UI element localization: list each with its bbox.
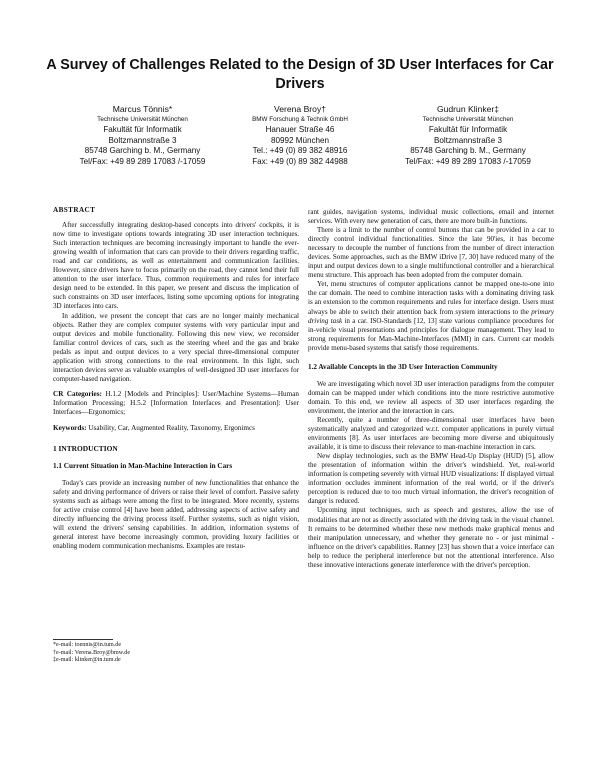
subsection-heading-1-1: 1.1 Current Situation in Man-Machine Interaction in Cars bbox=[53, 461, 233, 470]
author-address-line: Fax: +49 (0) 89 382 44988 bbox=[252, 156, 348, 166]
author-address-line: 80992 München bbox=[270, 135, 330, 145]
left-column bbox=[53, 206, 299, 551]
author-name: Verena Broy† bbox=[273, 104, 327, 114]
author-address-line: 85748 Garching b. M., Germany bbox=[410, 146, 526, 155]
keywords-text: Usability, Car, Augmented Reality, Taxonomy, Ergonimcs bbox=[88, 423, 255, 432]
body-paragraph: rant guides, navigation systems, individual music collections, email and internet services. With every new generation of cars, there are more built-in functions. bbox=[308, 208, 554, 226]
paper-title: A Survey of Challenges Related to the Design of 3D User Interfaces for Car Drivers bbox=[46, 57, 554, 92]
abstract-heading: ABSTRACT bbox=[53, 206, 96, 214]
author-address-line: Tel.: +49 (0) 89 382 48916 bbox=[252, 146, 348, 155]
footnote-rule bbox=[53, 639, 113, 640]
body-text: in a car. ISO-Standards [12, 13] state various compliance procedures for in-vehicle visual presentations and principles for dialogue management. They lead to strong requirements for Man-Machine-Interfaces (MMI) in cars. Current car models provide menu-based systems that satisfy those requirements. bbox=[308, 316, 554, 352]
right-column bbox=[308, 208, 554, 570]
author-block-3 bbox=[378, 103, 558, 167]
cr-categories-label: CR Categories: bbox=[53, 389, 102, 398]
author-name: Marcus Tönnis* bbox=[112, 104, 173, 114]
abstract-paragraph: After successfully integrating desktop-based concepts into drivers' cockpits, it is now time to investigate options towards integrating 3D user interaction techniques. Such interaction techniques are becoming increasingly important to handle the ever-growing wealth of information that cars can provide to their drivers regarding traffic, road and car conditions, as well as entertainment and communication facilities. However, since drivers have to focus primarily on the road, they cannot lend their full attention to the user interface. Thus, common requirements and rules for interface design need to be extended. In this paper, we present and discuss the implication of such constraints on 3D user interfaces, listing some upcoming options for integrating 3D interfaces into cars. bbox=[53, 221, 299, 311]
subsection-heading-1-2: 1.2 Available Concepts in the 3D User Interaction Community bbox=[308, 362, 498, 371]
body-paragraph: Today's cars provide an increasing number of new functionalities that enhance the safety and driving performance of drivers or raise their level of comfort. Passive safety systems such as airbags were among the first to be integrated. More recently, systems for active cruise control [4] have been added, addressing aspects of active safety and directly influencing the driving process itself. Further systems, such as night vision, will extend the drivers' sensing capabilities. In addition, information systems of general interest have become increasingly common, providing luxury facilities or enabling modern communication mechanisms. Examples are restau- bbox=[53, 478, 299, 551]
body-paragraph bbox=[308, 280, 554, 352]
footnote: ‡e-mail: klinker@in.tum.de bbox=[53, 657, 121, 664]
body-paragraph: New display technologies, such as the BMW Head-Up Display (HUD) [5], allow the presentation of information within the driver's windshield. Yet, real-world information is competing severely with virtual HUD visualizations: If displayed virtual information occludes imminent information of the real world, or if the driver's perception is reduced due to too much virtual information, the driver's recognition of danger is reduced. bbox=[308, 452, 554, 506]
author-name: Gudrun Klinker‡ bbox=[436, 104, 500, 114]
abstract-paragraph: In addition, we present the concept that cars are no longer mainly mechanical objects. Rather they are complex computer systems with very particular input and output devices and mobile functionality. Following this new view, we reconsider familiar control devices of cars, such as the steering wheel and the gas and brake pedals as input and output devices to a very special three-dimensional computer application with strong connections to the real environment. In this light, such interaction devices serve as valuable examples of well-designed 3D user interfaces for computer-based navigation. bbox=[53, 311, 299, 383]
keywords-label: Keywords: bbox=[53, 423, 87, 432]
author-address-line: Fakultät für Informatik bbox=[103, 125, 182, 134]
body-text: Yet, menu structures of computer applications cannot be mapped one-to-one into the car domain. The need to combine interaction tasks with a dominating driving task is an extension to the common requirements and rules for interface design. Users must always be able to switch their attention back from system interactions to the bbox=[308, 280, 554, 316]
author-affiliation: Technische Universität München bbox=[97, 116, 188, 123]
body-paragraph: We are investigating which novel 3D user interaction paradigms from the computer domain can be mapped under which conditions into the more restrictive automotive domain. To this end, we review all aspects of 3D user interfaces regarding the environment, the interior and the interaction in cars. bbox=[308, 379, 554, 415]
emphasis-text: primary driving task bbox=[308, 307, 554, 325]
author-address-line: Hanauer Straße 46 bbox=[265, 125, 335, 134]
body-paragraph: Upcoming input techniques, such as speech and gestures, allow the use of modalities that are not as directly associated with the driving task in the visual channel. It remains to be determined whether these new methods make graphical menus and their manipulation unnecessary, and whether they generate no - or just minimal - influence on the driver's capabilities. Ranney [23] has shown that a voice interface can help to reduce the peripheral interference but not the attentional interference. Also these innovative interactions generate interference with the driver's perception. bbox=[308, 506, 554, 569]
author-block-1 bbox=[60, 103, 225, 167]
footnotes bbox=[53, 639, 299, 665]
footnote: †e-mail: Verena.Broy@bmw.de bbox=[53, 649, 131, 656]
keywords bbox=[53, 424, 299, 433]
cr-categories-text: H.1.2 [Models and Principles]: User/Machine Systems—Human Information Processing; H.5.2 [Information Interfaces and Presentation]: User Interfaces—Ergonomics; bbox=[53, 389, 299, 417]
author-address-line: Tel/Fax: +49 89 289 17083 /-17059 bbox=[405, 156, 531, 166]
author-affiliation: BMW Forschung & Technik GmbH bbox=[252, 116, 348, 123]
footnote: *e-mail: toennis@in.tum.de bbox=[53, 642, 122, 648]
author-address-line: 85748 Garching b. M., Germany bbox=[84, 146, 201, 155]
body-paragraph: Recently, quite a number of three-dimensional user interfaces have been systematically analyzed and categorized w.r.t. computer applications in purely virtual environments [8]. As user interfaces are becoming more diverse and ubiquitously available, it is time to discuss their relevance to man-machine interaction in cars. bbox=[308, 415, 554, 452]
author-affiliation: Technische Universität München bbox=[422, 116, 514, 123]
author-block-2 bbox=[232, 103, 368, 167]
body-paragraph: There is a limit to the number of control buttons that can be provided in a car to directly control individual functionalities. Since the late 90'ies, it has become necessary to decouple the number of functions from the number of direct interaction devices. Some approaches, such as the BMW iDrive [7, 30] have reduced many of the input and output devices down to a single multifunctional controller and a hierarchical menu structure. This approach has been adopted from the computer domain. bbox=[308, 226, 554, 280]
cr-categories bbox=[53, 390, 299, 418]
author-address-line: Fakultät für Informatik bbox=[428, 125, 508, 134]
author-address-line: Boltzmannstraße 3 bbox=[108, 135, 177, 145]
author-address-line: Boltzmannstraße 3 bbox=[434, 135, 502, 145]
section-heading-introduction: 1 INTRODUCTION bbox=[53, 443, 118, 453]
author-address-line: Tel/Fax: +49 89 289 17083 /-17059 bbox=[79, 156, 206, 166]
